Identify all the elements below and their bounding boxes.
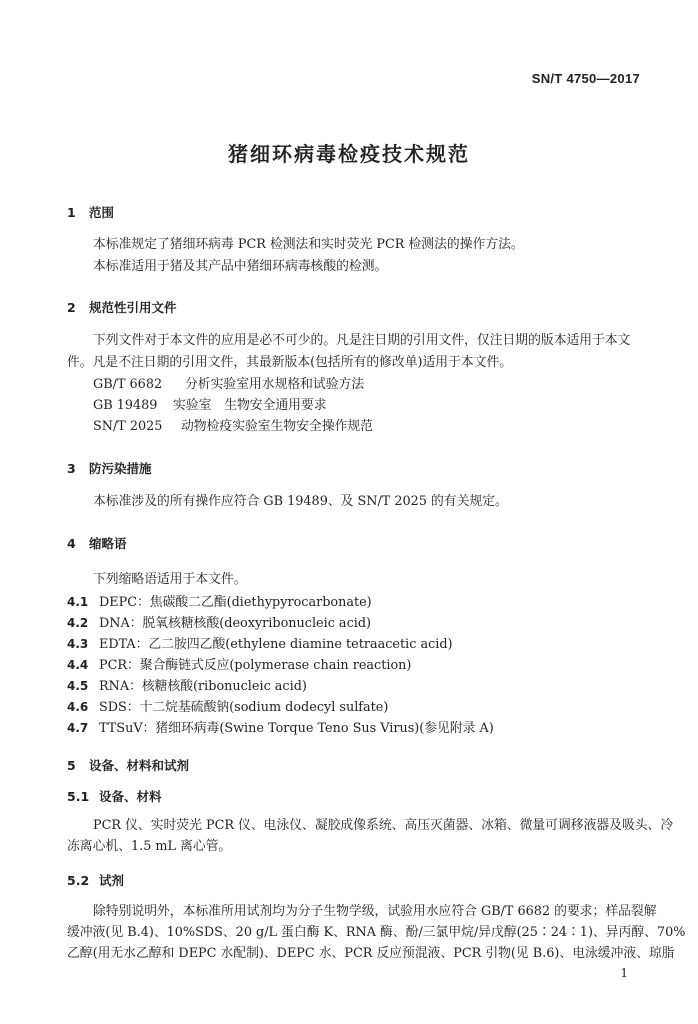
- item-text: EDTA：乙二胺四乙酸(ethylene diamine tetraacetic acid): [99, 637, 453, 652]
- section-2-heading: [67, 298, 177, 316]
- paragraph: 乙醇(用无水乙醇和 DEPC 水配制)、DEPC 水、PCR 反应预混液、PCR 引物(见 B.6)、电泳缓冲液、琼脂: [67, 946, 675, 961]
- item-text: PCR：聚合酶链式反应(polymerase chain reaction): [99, 658, 412, 673]
- section-title: 防污染措施: [89, 461, 152, 476]
- reference-code: SN/T 2025: [93, 419, 163, 434]
- reference-item: [93, 417, 373, 437]
- reference-item: [93, 375, 364, 395]
- reference-item: [93, 396, 327, 416]
- reference-title: 实验室 生物安全通用要求: [173, 398, 327, 413]
- abbreviation-item: [67, 612, 371, 631]
- standard-number: SN/T 4750—2017: [531, 71, 640, 86]
- section-title: 范围: [89, 205, 115, 220]
- item-text: RNA：核糖核酸(ribonucleic acid): [99, 679, 307, 694]
- item-number: 4.3: [67, 637, 89, 651]
- section-title: 缩略语: [89, 536, 127, 551]
- item-text: DEPC：焦碳酸二乙酯(diethypyrocarbonate): [99, 595, 372, 610]
- abbreviation-item: [67, 717, 494, 736]
- section-5-heading: [67, 756, 189, 774]
- subsection-number: 5.1: [67, 789, 90, 804]
- abbreviation-item: [67, 675, 307, 694]
- section-title: 规范性引用文件: [89, 300, 177, 315]
- paragraph: 件。凡是不注日期的引用文件，其最新版本(包括所有的修改单)适用于本文件。: [67, 355, 513, 370]
- item-number: 4.4: [67, 658, 89, 672]
- paragraph: 本标准涉及的所有操作应符合 GB 19489、及 SN/T 2025 的有关规定。: [93, 494, 508, 509]
- abbreviation-item: [67, 696, 388, 715]
- paragraph: 下列文件对于本文件的应用是必不可少的。凡是注日期的引用文件，仅注日期的版本适用于本文: [93, 333, 631, 348]
- paragraph: 下列缩略语适用于本文件。: [93, 572, 247, 587]
- item-text: SDS：十二烷基硫酸钠(sodium dodecyl sulfate): [99, 700, 389, 715]
- section-title: 设备、材料和试剂: [89, 758, 190, 773]
- section-number: 4: [67, 536, 76, 551]
- subsection-title: 设备、材料: [99, 789, 162, 804]
- subsection-5-2-heading: [67, 871, 124, 889]
- section-number: 1: [67, 205, 76, 220]
- document-title: 猪细环病毒检疫技术规范: [228, 142, 470, 166]
- page-number: 1: [620, 966, 628, 980]
- paragraph: 冻离心机、1.5 mL 离心管。: [67, 839, 232, 854]
- item-number: 4.2: [67, 616, 89, 630]
- paragraph: 缓冲液(见 B.4)、10%SDS、20 g/L 蛋白酶 K、RNA 酶、酚/三氯甲烷/异戊醇(25∶24∶1)、异丙醇、70%: [67, 925, 686, 940]
- section-number: 2: [67, 300, 76, 315]
- subsection-5-1-heading: [67, 787, 162, 805]
- section-1-heading: [67, 203, 114, 221]
- item-number: 4.7: [67, 721, 89, 735]
- reference-code: GB/T 6682: [93, 377, 163, 392]
- paragraph: 本标准规定了猪细环病毒 PCR 检测法和实时荧光 PCR 检测法的操作方法。: [93, 237, 524, 252]
- subsection-title: 试剂: [99, 873, 125, 888]
- subsection-number: 5.2: [67, 873, 90, 888]
- section-number: 5: [67, 758, 76, 773]
- reference-title: 动物检疫实验室生物安全操作规范: [181, 419, 373, 434]
- section-number: 3: [67, 461, 76, 476]
- reference-title: 分析实验室用水规格和试验方法: [185, 377, 365, 392]
- item-number: 4.5: [67, 679, 89, 693]
- abbreviation-item: [67, 654, 411, 673]
- section-4-heading: [67, 534, 127, 552]
- item-text: TTSuV：猪细环病毒(Swine Torque Teno Sus Virus)(参见附录 A): [99, 721, 494, 736]
- reference-code: GB 19489: [93, 398, 158, 413]
- abbreviation-item: [67, 633, 453, 652]
- item-number: 4.1: [67, 595, 89, 609]
- paragraph: PCR 仪、实时荧光 PCR 仪、电泳仪、凝胶成像系统、高压灭菌器、冰箱、微量可调移液器及吸头、冷: [93, 818, 674, 833]
- section-3-heading: [67, 459, 152, 477]
- paragraph: 本标准适用于猪及其产品中猪细环病毒核酸的检测。: [93, 259, 388, 274]
- item-number: 4.6: [67, 700, 89, 714]
- paragraph: 除特别说明外，本标准所用试剂均为分子生物学级，试验用水应符合 GB/T 6682 的要求；样品裂解: [93, 904, 657, 919]
- abbreviation-item: [67, 591, 372, 610]
- item-text: DNA：脱氧核糖核酸(deoxyribonucleic acid): [99, 616, 372, 631]
